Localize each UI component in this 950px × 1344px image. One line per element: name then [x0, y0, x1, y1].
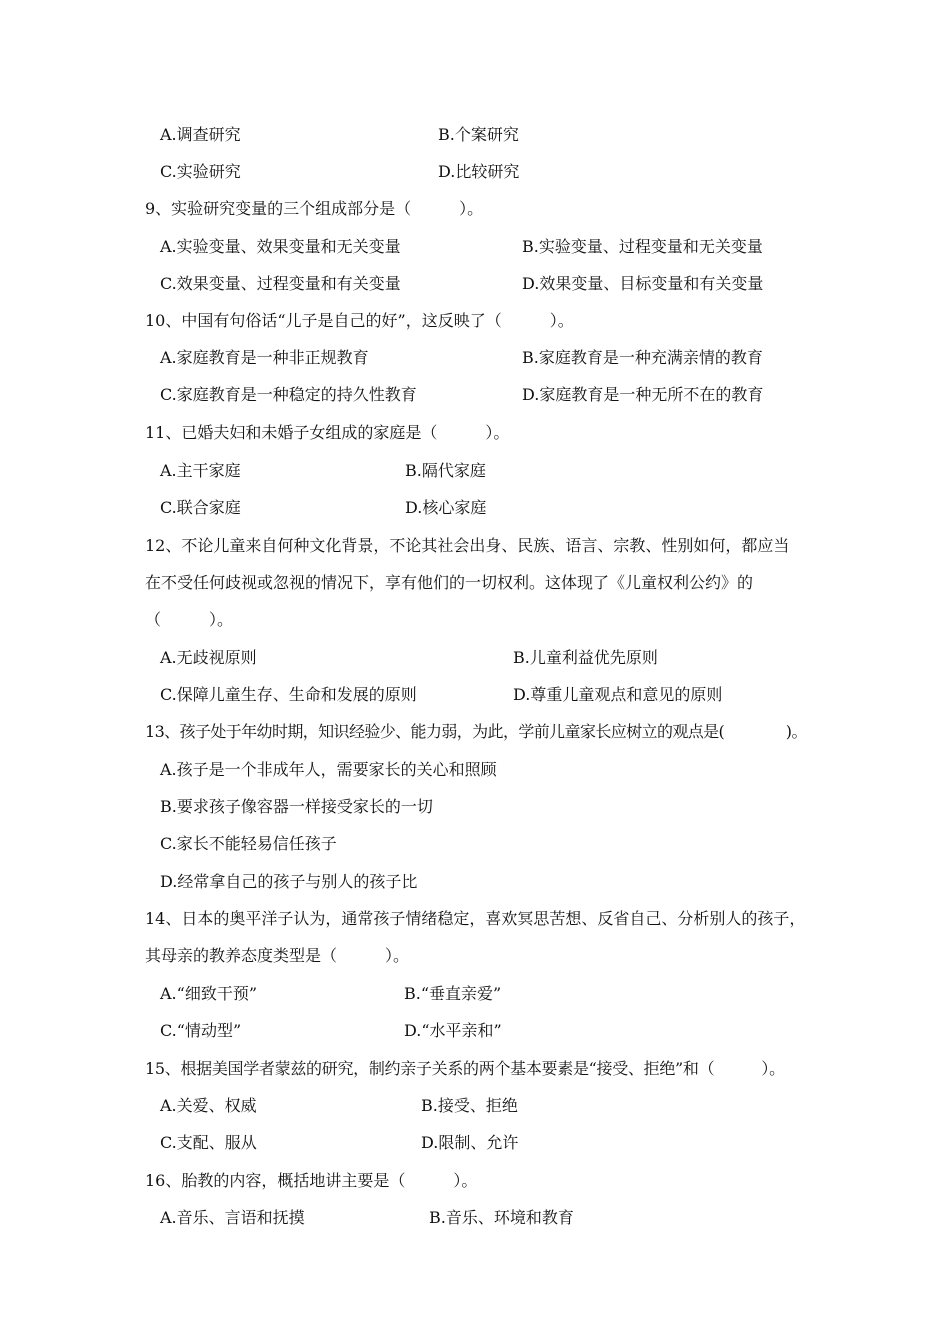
q10-stem: 10、中国有句俗话“儿子是自己的好”，这反映了（ ）。: [145, 311, 574, 330]
q14-option-c: C.“情动型”: [160, 1021, 242, 1040]
q12-stem-line2: 在不受任何歧视或忽视的情况下，享有他们的一切权利。这体现了《儿童权利公约》的: [145, 573, 754, 592]
q10-option-b: B.家庭教育是一种充满亲情的教育: [522, 348, 763, 367]
q14-stem-line2: 其母亲的教养态度类型是（ ）。: [145, 946, 410, 965]
q12-option-b: B.儿童利益优先原则: [513, 648, 658, 667]
q16-stem: 16、胎教的内容，概括地讲主要是（ ）。: [145, 1171, 478, 1190]
q11-option-b: B.隔代家庭: [405, 461, 486, 480]
q11-option-c: C.联合家庭: [160, 498, 241, 517]
q15-option-a: A.关爱、权威: [160, 1096, 257, 1115]
q16-option-b: B.音乐、环境和教育: [429, 1208, 574, 1227]
q12-option-a: A.无歧视原则: [160, 648, 257, 667]
q15-stem: 15、根据美国学者蒙兹的研究，制约亲子关系的两个基本要素是“接受、拒绝”和（ ）。: [145, 1059, 785, 1078]
q15-option-b: B.接受、拒绝: [421, 1096, 518, 1115]
q14-stem-line1: 14、日本的奥平洋子认为，通常孩子情绪稳定，喜欢冥思苦想、反省自己、分析别人的孩子，: [145, 909, 806, 928]
q13-option-d: D.经常拿自己的孩子与别人的孩子比: [160, 872, 418, 891]
q15-option-d: D.限制、允许: [421, 1133, 519, 1152]
q13-option-a: A.孩子是一个非成年人，需要家长的关心和照顾: [160, 760, 497, 779]
q13-option-c: C.家长不能轻易信任孩子: [160, 834, 337, 853]
q12-stem-line1: 12、不论儿童来自何种文化背景，不论其社会出身、民族、语言、宗教、性别如何，都应当: [145, 536, 790, 555]
q16-option-a: A.音乐、言语和抚摸: [160, 1208, 305, 1227]
q8-option-d: D.比较研究: [438, 162, 520, 181]
q14-option-b: B.“垂直亲爱”: [404, 984, 502, 1003]
q13-option-b: B.要求孩子像容器一样接受家长的一切: [160, 797, 433, 816]
q8-option-b: B.个案研究: [438, 125, 519, 144]
q12-stem-line3: （ ）。: [145, 610, 234, 629]
q11-stem: 11、已婚夫妇和未婚子女组成的家庭是（ ）。: [145, 423, 510, 442]
q10-option-c: C.家庭教育是一种稳定的持久性教育: [160, 385, 417, 404]
q15-option-c: C.支配、服从: [160, 1133, 257, 1152]
q9-stem: 9、实验研究变量的三个组成部分是（ ）。: [145, 199, 484, 218]
q12-option-c: C.保障儿童生存、生命和发展的原则: [160, 685, 417, 704]
q9-option-d: D.效果变量、目标变量和有关变量: [522, 274, 764, 293]
q9-option-a: A.实验变量、效果变量和无关变量: [160, 237, 401, 256]
q11-option-a: A.主干家庭: [160, 461, 241, 480]
q8-option-c: C.实验研究: [160, 162, 241, 181]
q9-option-b: B.实验变量、过程变量和无关变量: [522, 237, 763, 256]
q14-option-a: A.“细致干预”: [160, 984, 258, 1003]
q12-option-d: D.尊重儿童观点和意见的原则: [513, 685, 723, 704]
q8-option-a: A.调查研究: [160, 125, 241, 144]
q10-option-a: A.家庭教育是一种非正规教育: [160, 348, 369, 367]
q10-option-d: D.家庭教育是一种无所不在的教育: [522, 385, 764, 404]
q14-option-d: D.“水平亲和”: [404, 1021, 502, 1040]
q9-option-c: C.效果变量、过程变量和有关变量: [160, 274, 401, 293]
q11-option-d: D.核心家庭: [405, 498, 487, 517]
q13-stem: 13、孩子处于年幼时期，知识经验少、能力弱，为此，学前儿童家长应树立的观点是( )。: [145, 722, 807, 741]
